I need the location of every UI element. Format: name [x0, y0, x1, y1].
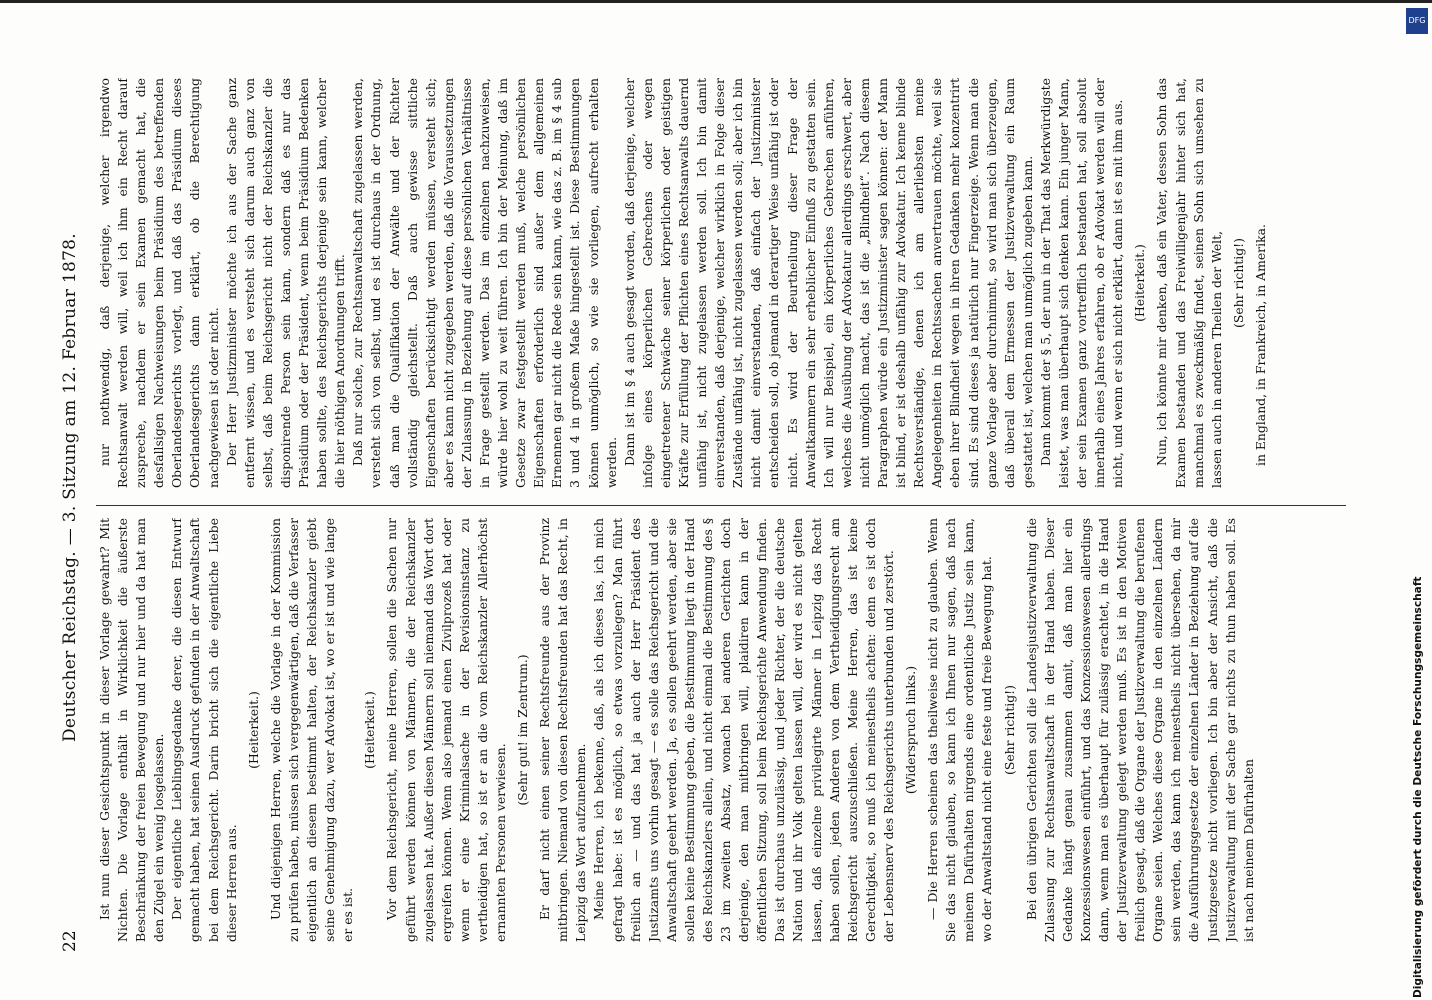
page-header [56, 40, 90, 952]
paragraph: Ist nun dieser Gesichtspunkt in dieser Vorlage gewahrt? Mit Nichten. Die Vorlage enthält in Wirklichkeit die äußerste Beschränkung der freien Bewegung und nur hier und da hat man den Zügel ein wenig losgelassen. [97, 518, 167, 942]
paragraph: Bei den übrigen Gerichten soll die Landesjustizverwaltung die Zulassung zur Rechtsanwaltschaft in der Hand haben. Dieser Gedanke hängt genau zusammen damit, daß man hier ein Konzessionswesen einführt, und das Konzessionswesen allerdings dann, wenn man es überhaupt für zulässig erachtet, in die Hand der Justizverwaltung gelegt werden muß. Es ist in den Motiven freilich gesagt, daß die Organe der Justizverwaltung die berufenen Organe seien. Welches diese Organe in den einzelnen Ländern sein werden, das kann ich meinestheils nicht übersehen, da mir die Ausführungsgesetze der einzelnen Länder in Beziehung auf die Justizgesetze nicht vorliegen. Ich bin aber der Ansicht, daß die Justizverwaltung mit der Sache gar nichts zu thun haben soll. Es ist nach meinem Dafürhalten [1023, 518, 1256, 942]
paragraph: Vor dem Reichsgericht, meine Herren, sollen die Sachen nur geführt werden können von Männern, die der Reichskanzler zugelassen hat. Außer diesen Männern soll niemand das Wort dort ergreifen können. Wenn also jemand einen Zivilprozeß hat oder wenn er eine Kriminalsache in der Revisionsinstanz zu vertheidigen hat, so ist er an die vom Reichskanzler Allerhöchst ernannten Personen verwiesen. [384, 518, 508, 942]
interjection: (Heiterkeit.) [1132, 244, 1148, 322]
running-title: Deutscher Reichstag. — 3. Sitzung am 12. Februar 1878. [60, 232, 80, 742]
paragraph: in England, in Frankreich, in Amerika. [1252, 224, 1268, 466]
paragraph: Meine Herren, ich bekenne, daß, als ich dieses las, ich mich gefragt habe: ist es möglich, so etwas vorzulegen? Man führt freilich an — und das hat ja auch der Herr Präsident des Justizamts uns vorhin gesagt — es solle das Reichsgericht und die Anwaltschaft geehrt werden. Ja, es sollen geehrt werden, aber sie sollen keine Bestimmung geben, die Bestimmung liegt in der Hand des Reichskanzlers allein, und nicht einmal die Bestimmung des § 23 im zweiten Absatz, wonach bei anderen Gerichten doch derjenige, den man mitbringen will, plaidiren kann in der öffentlichen Sitzung, soll beim Reichsgerichte Anwendung finden. Das ist durchaus unzulässig, und jeder Richter, der die deutsche Nation und ihr Volk gelten lassen will, der wird es nicht gelten lassen, daß einzelne privilegirte Männer in Leipzig das Recht haben sollen, jeden Anderen von dem Vertheidigungsrecht am Reichsgericht auszuschließen. Meine Herren, das ist keine Gerechtigkeit, so muß ich meinestheils achten: denn es ist doch der Lebensnerv des Reichsgerichts unterbunden und zerstört. [591, 518, 896, 942]
paragraph: Daß nur solche, zur Rechtsanwaltschaft zugelassen werden, versteht sich von selbst, und es ist durchaus in der Ordnung, daß man die Qualifikation der Anwälte und der Richter vollständig gleichstellt. Daß auch gewisse sittliche Eigenschaften berücksichtigt werden müssen, versteht sich; aber es kann nicht zugegeben werden, daß die Voraussetzungen der Zulassung in Beziehung auf diese persönlichen Verhältnisse in Frage gestellt werden. Das im einzelnen nachzuweisen, würde hier wohl zu weit führen. Ich bin der Meinung, daß im Gesetze zwar festgestellt werden muß, welche persönlichen Eigenschaften erforderlich sind außer dem allgemeinen Ernennen gar nicht die Rede sein kann, wie das z. B. im § 4 sub 3 und 4 in großem Maße hingestellt ist. Diese Bestimmungen können unmöglich, so wie sie vorliegen, aufrecht erhalten werden. [350, 78, 619, 488]
digitization-credit [1404, 8, 1428, 998]
paragraph: Dann ist im § 4 auch gesagt worden, daß derjenige, welcher infolge eines körperlichen Gebrechens oder wegen eingetretener Schwäche seiner körperlichen oder geistigen Kräfte zur Erfüllung der Pflichten eines Rechtsanwalts dauernd unfähig ist, nicht zugelassen werden soll. Ich bin damit einverstanden, daß derjenige, welcher wirklich in Folge dieser Zustände unfähig ist, nicht zugelassen werden soll; aber ich bin nicht damit einverstanden, daß einfach der Justizminister entscheiden soll, ob jemand in derartiger Weise unfähig ist oder nicht. Es wird der Beurtheilung dieser Frage der Anwaltkammern ein sehr erheblicher Einfluß zu gestatten sein. Ich will nur Beispiel, ein körperliches Gebrechen anführen, welches die Ausübung der Advokatur allerdings erschwert, aber nicht unmöglich macht, das ist die „Blindheit“. Nach diesem Paragraphen würde ein Justizminister sagen können: der Mann ist blind, er ist deshalb unfähig zur Advokatur. Ich kenne blinde Rechtsverständige, denen ich am allerliebsten meine Angelegenheiten in Rechtssachen anvertrauen möchte, weil sie eben ihrer Blindheit wegen in ihren Gedanken mehr konzentrirt sind. Es sind dieses ja natürlich nur Fingerzeige. Wenn man die ganze Vorlage aber durchnimmt, so wird man sich überzeugen, daß überall dem Ermessen der Justizverwaltung ein Raum gestattet ist, welchen man unmöglich zugeben kann. [621, 78, 1035, 488]
paragraph: Der eigentliche Lieblingsgedanke derer, die diesen Entwurf gemacht haben, hat seinen Ausdruck gefunden in der Anwaltschaft bei dem Reichsgericht. Darin bricht sich die eigentliche Liebe dieser Herren aus. [169, 518, 239, 942]
interjection: (Heiterkeit.) [362, 691, 378, 769]
paragraph: nur nothwendig, daß derjenige, welcher irgendwo Rechtsanwalt werden will, weil ich ihm ein Recht darauf zuspreche, nachdem er sein Examen gemacht hat, die desfallsigen Nachweisungen beim Präsidium des betreffenden Oberlandesgerichts vorlegt, und daß das Präsidium dieses Oberlandesgerichts dann erklärt, ob die Berechtigung nachgewiesen ist oder nicht. [97, 78, 221, 488]
paragraph: Dann kommt der § 5, der nun in der That das Merkwürdigste leistet, was man überhaupt sich denken kann. Ein junger Mann, der sein Examen ganz vortrefflich bestanden hat, soll absolut innerhalb eines Jahres erfahren, ob er Advokat werden will oder nicht, und wenn er sich nicht erklärt, dann ist es mit ihm aus. [1037, 78, 1126, 488]
interjection: (Sehr gut! im Zentrum.) [515, 654, 531, 806]
paragraph: Und diejenigen Herren, welche die Vorlage in der Kommission zu prüfen haben, müssen sich vergegenwärtigen, daß die Verfasser eigentlich an diesem bestimmt halten, der Reichskanzler giebt seine Genehmigung dazu, wer Advokat ist, wo er ist und wie lange er es ist. [267, 518, 356, 942]
paragraph: Er darf nicht einen seiner Rechtsfreunde aus der Provinz mitbringen. Niemand von diesen Rechtsfreunden hat das Recht, in Leipzig das Wort aufzunehmen. [537, 518, 589, 942]
interjection: (Sehr richtig!) [1230, 238, 1246, 328]
interjection: (Sehr richtig!) [1001, 685, 1017, 775]
dfg-logo: DFG [1406, 8, 1428, 34]
column-right [96, 78, 1346, 488]
page-number: 22 [60, 930, 80, 952]
paragraph: Nun, ich könnte mir denken, daß ein Vater, dessen Sohn das Examen bestanden und das Freiwilligenjahr hinter sich hat, manchmal es zweckmäßig findet, seinen Sohn sich umsehen zu lassen auch in anderen Theilen der Welt, [1154, 78, 1224, 488]
paragraph: — Die Herren scheinen das theilweise nicht zu glauben. Wenn Sie das nicht glauben, so kann ich Ihnen nur sagen, daß nach meinem Dafürhalten nirgends eine ordentliche Justiz sein kann, wo der Anwaltstand nicht eine feste und freie Bewegung hat. [925, 518, 995, 942]
column-left [96, 518, 1346, 942]
paragraph: Der Herr Justizminister möchte ich aus der Sache ganz entfernt wissen, und es versteht sich darum auch ganz von selbst, daß beim Reichsgericht nicht der Reichskanzler die disponirende Person sein kann, sondern daß es nur das Präsidium oder der Präsident, wenn beim Präsidium Bedenken haben sollte, des Reichsgerichts derjenige sein kann, welcher die hier nöthigen Anordnungen trifft. [223, 78, 348, 488]
column-divider [96, 505, 1346, 506]
interjection: (Heiterkeit.) [245, 691, 261, 769]
credit-text: Digitalisierung gefördert durch die Deutsche Forschungsgemeinschaft [1412, 576, 1424, 998]
interjection: (Widerspruch links.) [903, 665, 919, 795]
